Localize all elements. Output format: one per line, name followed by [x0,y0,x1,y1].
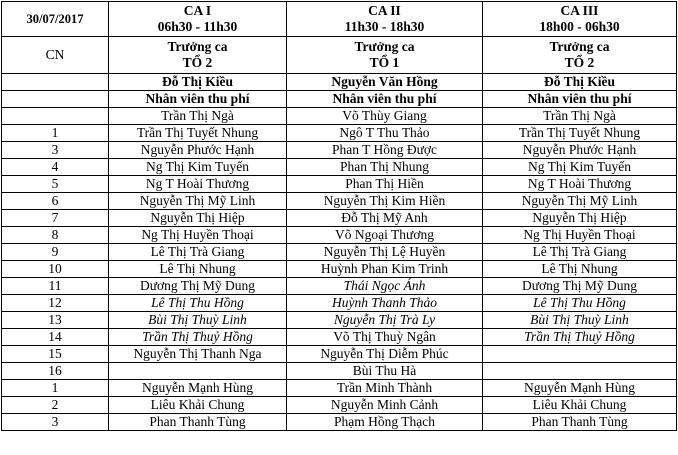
table-row [2,227,677,244]
shift-1-staff [109,363,287,380]
shift-3-staff [483,346,677,363]
row-number [2,108,109,125]
shift-3-staff: Trần Thị Ngà [483,108,677,125]
table-row [2,125,677,142]
shift-3-team: TỔ 2 [564,55,595,70]
shift-3-staff: Nguyễn Thị Hiệp [483,210,677,227]
shift-1-staff: Trần Thị Tuyết Nhung [109,125,287,142]
shift-1-staff: Liêu Khải Chung [109,397,287,414]
table-row [2,142,677,159]
empty-cell [2,91,109,108]
leader-name-row [2,74,677,91]
row-number: 3 [2,142,109,159]
shift-3-leader-name: Đỗ Thị Kiều [483,74,677,91]
table-row [2,363,677,380]
shift-3-name: CA III [560,3,599,18]
row-number: 14 [2,329,109,346]
row-number: 4 [2,159,109,176]
staff-label-row [2,91,677,108]
shift-2-staff: Trần Minh Thành [287,380,483,397]
shift-2-staff: Đỗ Thị Mỹ Anh [287,210,483,227]
shift-1-staff: Lê Thị Thu Hồng [109,295,287,312]
shift-2-staff: Phan T Hồng Được [287,142,483,159]
shift-3-staff: Ng Thị Kim Tuyến [483,159,677,176]
row-number: 9 [2,244,109,261]
shift-2-staff: Nguyễn Thị Kim Hiền [287,193,483,210]
shift-3-staff: Phan Thanh Tùng [483,414,677,431]
shift-3-staff-label: Nhân viên thu phí [483,91,677,108]
shift-3-leader-cell [483,37,677,74]
shift-3-staff: Nguyễn Thị Mỹ Linh [483,193,677,210]
table-row [2,159,677,176]
table-row [2,278,677,295]
shift-1-staff: Nguyễn Thị Thanh Nga [109,346,287,363]
shift-2-staff-label: Nhân viên thu phí [287,91,483,108]
shift-roster-table [1,1,677,431]
shift-1-staff: Lê Thị Nhung [109,261,287,278]
table-row [2,380,677,397]
row-number: 11 [2,278,109,295]
shift-1-leader-label: Trưởng ca [167,39,228,54]
shift-1-staff: Dương Thị Mỹ Dung [109,278,287,295]
row-number: 16 [2,363,109,380]
table-row [2,261,677,278]
row-number: 3 [2,414,109,431]
shift-2-name: CA II [368,3,401,18]
shift-1-staff-label: Nhân viên thu phí [109,91,287,108]
shift-1-team: TỔ 2 [182,55,213,70]
leader-row [2,37,677,74]
cn-label: CN [2,37,109,74]
shift-1-header [109,2,287,37]
shift-1-staff: Nguyễn Phước Hạnh [109,142,287,159]
shift-2-team: TỔ 1 [369,55,400,70]
table-row [2,108,677,125]
shift-2-staff: Võ Thị Thuỳ Ngân [287,329,483,346]
row-number: 13 [2,312,109,329]
shift-3-staff: Liêu Khải Chung [483,397,677,414]
shift-2-staff: Nguyễn Thị Lệ Huyền [287,244,483,261]
shift-2-staff: Thái Ngọc Ánh [287,278,483,295]
shift-3-leader-label: Trưởng ca [549,39,610,54]
shift-2-staff: Phan Thị Hiền [287,176,483,193]
table-row [2,397,677,414]
table-row [2,346,677,363]
shift-1-leader-name: Đỗ Thị Kiều [109,74,287,91]
shift-2-staff: Phạm Hồng Thạch [287,414,483,431]
shift-2-staff: Huỳnh Thanh Thảo [287,295,483,312]
shift-2-staff: Ngô T Thu Thảo [287,125,483,142]
table-row [2,176,677,193]
row-number: 1 [2,380,109,397]
shift-header-row [2,2,677,37]
shift-1-staff: Phan Thanh Tùng [109,414,287,431]
shift-3-staff: Trần Thị Tuyết Nhung [483,125,677,142]
shift-1-staff: Ng Thị Kim Tuyến [109,159,287,176]
shift-2-staff: Nguyễn Minh Cảnh [287,397,483,414]
shift-2-time: 11h30 - 18h30 [344,19,425,34]
shift-2-staff: Huỳnh Phan Kim Trinh [287,261,483,278]
shift-1-staff: Ng T Hoài Thương [109,176,287,193]
shift-3-staff: Nguyễn Mạnh Hùng [483,380,677,397]
row-number: 12 [2,295,109,312]
shift-2-leader-label: Trưởng ca [354,39,415,54]
shift-3-header [483,2,677,37]
empty-cell [2,74,109,91]
shift-1-staff: Trần Thị Thuỷ Hồng [109,329,287,346]
row-number: 6 [2,193,109,210]
shift-1-staff: Ng Thị Huyền Thoại [109,227,287,244]
row-number: 1 [2,125,109,142]
table-row [2,244,677,261]
shift-1-staff: Nguyễn Mạnh Hùng [109,380,287,397]
shift-1-time: 06h30 - 11h30 [157,19,238,34]
shift-3-staff: Ng T Hoài Thương [483,176,677,193]
row-number: 15 [2,346,109,363]
table-row [2,414,677,431]
shift-2-staff: Võ Thùy Giang [287,108,483,125]
shift-2-staff: Bùi Thu Hà [287,363,483,380]
shift-2-leader-name: Nguyễn Văn Hồng [287,74,483,91]
shift-3-staff [483,363,677,380]
shift-3-staff: Nguyễn Phước Hạnh [483,142,677,159]
row-number: 5 [2,176,109,193]
shift-3-staff: Trần Thị Thuỷ Hồng [483,329,677,346]
shift-3-staff: Lê Thị Thu Hồng [483,295,677,312]
date-cell: 30/07/2017 [2,2,109,37]
shift-2-staff: Nguyễn Thị Diễm Phúc [287,346,483,363]
shift-2-staff: Nguyễn Thị Trà Ly [287,312,483,329]
table-row [2,312,677,329]
shift-3-staff: Ng Thị Huyền Thoại [483,227,677,244]
shift-2-leader-cell [287,37,483,74]
shift-1-staff: Nguyễn Thị Hiệp [109,210,287,227]
row-number: 10 [2,261,109,278]
table-row [2,329,677,346]
shift-3-time: 18h00 - 06h30 [539,19,620,34]
shift-3-staff: Lê Thị Trà Giang [483,244,677,261]
shift-3-staff: Dương Thị Mỹ Dung [483,278,677,295]
shift-1-staff: Nguyễn Thị Mỹ Linh [109,193,287,210]
shift-2-header [287,2,483,37]
shift-1-staff: Lê Thị Trà Giang [109,244,287,261]
shift-1-staff: Bùi Thị Thuỳ Linh [109,312,287,329]
shift-3-staff: Bùi Thị Thuỳ Linh [483,312,677,329]
shift-2-staff: Võ Ngoại Thương [287,227,483,244]
shift-3-staff: Lê Thị Nhung [483,261,677,278]
shift-2-staff: Phan Thị Nhung [287,159,483,176]
shift-1-staff: Trần Thị Ngà [109,108,287,125]
row-number: 8 [2,227,109,244]
row-number: 7 [2,210,109,227]
roster-body [2,2,677,431]
shift-1-name: CA I [183,3,212,18]
table-row [2,295,677,312]
row-number: 2 [2,397,109,414]
table-row [2,210,677,227]
shift-1-leader-cell [109,37,287,74]
table-row [2,193,677,210]
